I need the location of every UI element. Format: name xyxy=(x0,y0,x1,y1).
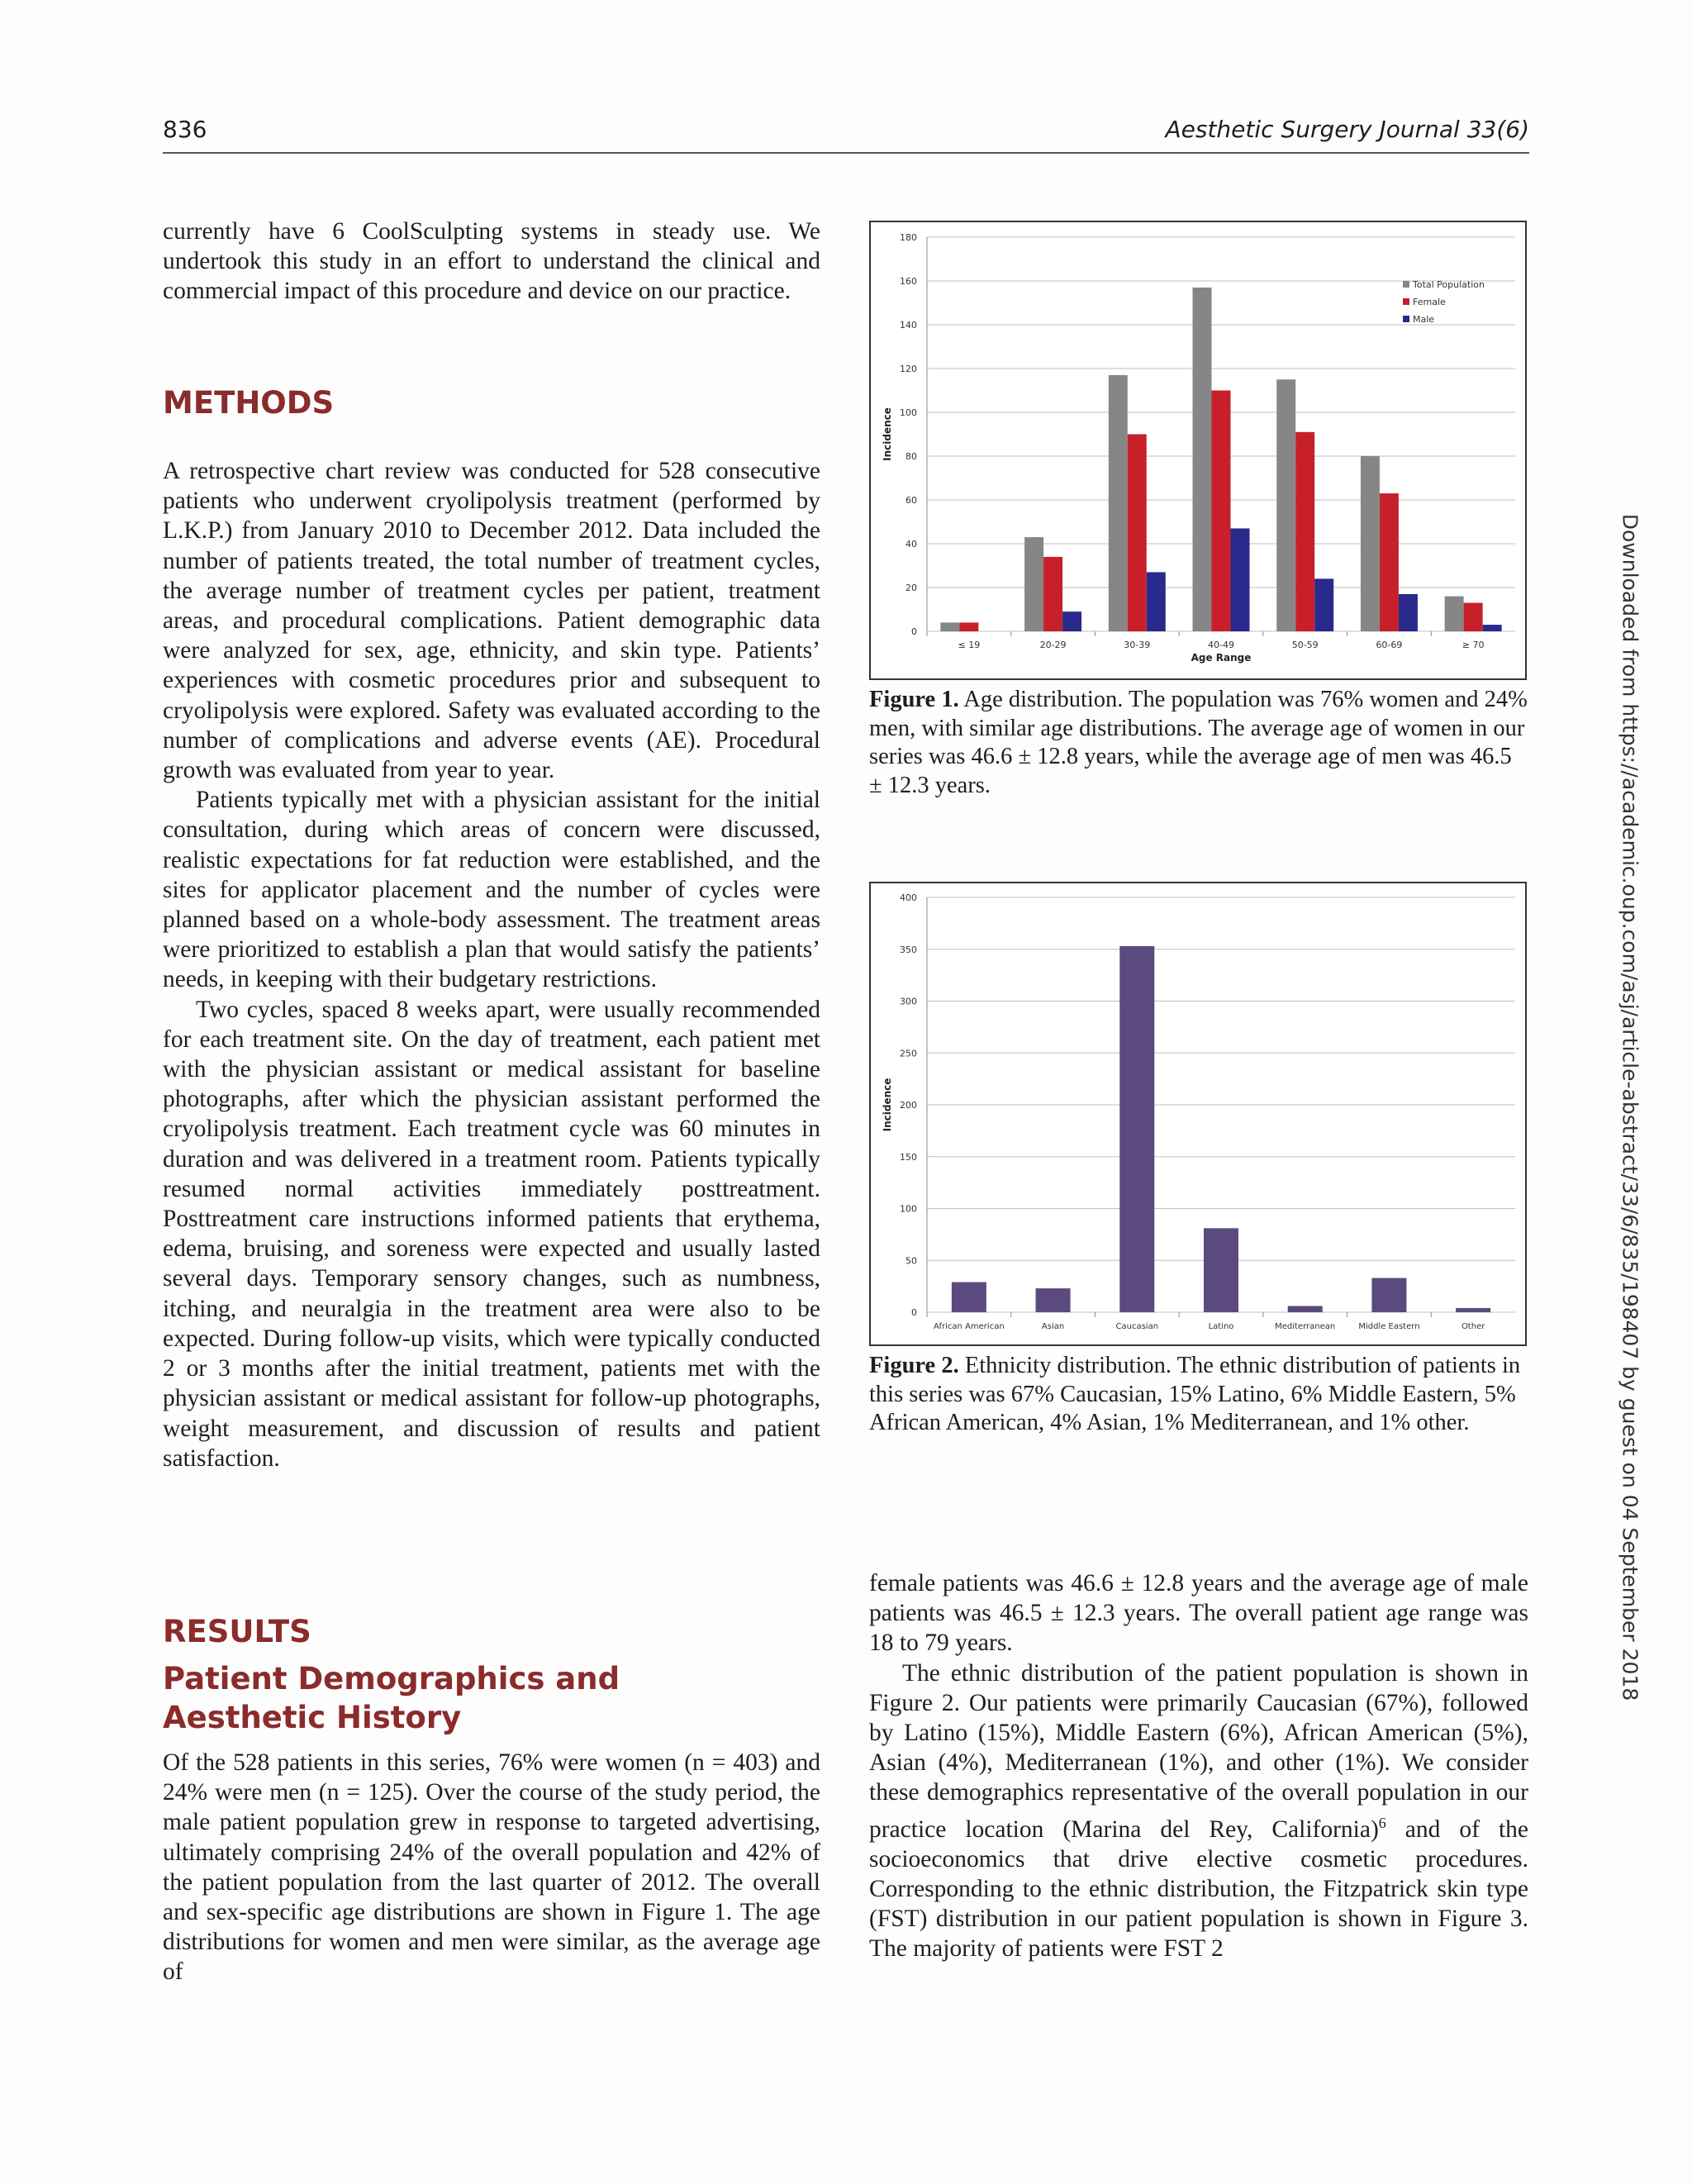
figure-1 xyxy=(869,221,1527,680)
x-tick-label: Asian xyxy=(1041,1322,1065,1331)
y-tick-label: 180 xyxy=(900,232,917,243)
bar xyxy=(1380,493,1399,631)
legend-label: Female xyxy=(1413,297,1446,307)
bar xyxy=(1456,1308,1490,1312)
methods-heading: METHODS xyxy=(163,385,335,421)
legend-swatch xyxy=(1403,298,1409,305)
bar xyxy=(1464,603,1483,631)
y-tick-label: 40 xyxy=(905,539,917,550)
figure-2-label: Figure 2. xyxy=(869,1353,959,1378)
y-tick-label: 100 xyxy=(900,1203,917,1215)
x-tick-label: 50-59 xyxy=(1291,640,1319,650)
figure-2-caption-text: Ethnicity distribution. The ethnic distribution of patients in this series was 67% Caucasian, 15% Latino, 6% Middle Eastern, 5% African American, 4% Asian, 1% Mediterranean, and 1% other. xyxy=(869,1353,1521,1435)
demographics-subheading: Patient Demographics and Aesthetic History xyxy=(163,1661,620,1735)
x-tick-label: Mediterranean xyxy=(1275,1322,1336,1331)
legend-swatch xyxy=(1403,281,1409,288)
right-paragraph-2-part-b: and of the socioeconomics that drive elective cosmetic procedures. Corresponding to the ethnic distribution, the Fitzpatrick skin type (FST) distribution in our patient population is shown in Figure 3. The majority of patients were FST 2 xyxy=(869,1815,1528,1963)
methods-paragraph-3: Two cycles, spaced 8 weeks apart, were usually recommended for each treatment site. On the day of treatment, each patient met with the physician assistant or medical assistant for baseline photographs, after which the physician assistant performed the cryolipolysis treatment. Each treatment cycle was 60 minutes in duration and was delivered in a treatment room. Patients typically resumed normal activities immediately posttreatment. Posttreatment care instructions informed patients that erythema, edema, bruising, and soreness were expected and usually lasted several days. Temporary sensory changes, such as numbness, itching, and neuralgia in the treatment area were also to be expected. During follow-up visits, which were typically conducted 2 or 3 months after the initial treatment, patients met with the physician assistant or medical assistant for follow-up photographs, weight measurement, and discussion of results and patient satisfaction. xyxy=(163,996,820,1472)
bar xyxy=(1193,288,1212,631)
x-tick-label: 40-49 xyxy=(1208,640,1234,650)
figure-1-label: Figure 1. xyxy=(869,687,959,712)
methods-paragraph-1: A retrospective chart review was conducted for 528 consecutive patients who underwent cryolipolysis treatment (performed by L.K.P.) from January 2010 to December 2012. Data included the number of patients treated, the total number of treatment cycles, the average number of treatment cycles per patient, treatment areas, and procedural complications. Patient demographic data were analyzed for sex, age, ethnicity, and skin type. Patients’ experiences with cosmetic procedures prior and subsequent to cryolipolysis were explored. Safety was evaluated according to the number of complications and adverse events (AE). Procedural growth was evaluated from year to year. xyxy=(163,458,820,784)
y-axis-title: Incidence xyxy=(882,407,893,461)
bar xyxy=(1314,578,1333,631)
x-tick-label: Other xyxy=(1461,1322,1485,1331)
right-body xyxy=(869,1568,1528,1963)
y-tick-label: 350 xyxy=(900,944,917,955)
y-tick-label: 50 xyxy=(905,1255,917,1267)
y-axis-title: Incidence xyxy=(882,1078,893,1132)
header-rule xyxy=(163,152,1529,154)
bar xyxy=(952,1282,986,1312)
y-tick-label: 120 xyxy=(900,364,917,374)
results-body xyxy=(163,1748,820,1987)
bar xyxy=(1043,557,1062,631)
x-tick-label: 30-39 xyxy=(1124,640,1151,650)
bar xyxy=(1361,456,1380,631)
intro-text: currently have 6 CoolSculpting systems in steady use. We undertook this study in an effort to understand the clinical and commercial impact of this procedure and device on our practice. xyxy=(163,218,820,305)
figure-1-caption xyxy=(869,686,1530,800)
bar xyxy=(1276,379,1295,631)
x-tick-label: 60-69 xyxy=(1376,640,1403,650)
y-tick-label: 250 xyxy=(900,1048,917,1059)
bar xyxy=(1036,1288,1071,1312)
journal-title: Aesthetic Surgery Journal 33(6) xyxy=(1165,116,1529,143)
legend-swatch xyxy=(1403,316,1409,322)
citation-superscript: 6 xyxy=(1378,1814,1386,1831)
methods-body xyxy=(163,456,820,1473)
y-tick-label: 200 xyxy=(900,1100,917,1111)
y-tick-label: 400 xyxy=(900,892,917,903)
page-number: 836 xyxy=(163,116,207,143)
download-note xyxy=(1614,513,1647,1701)
figure-1-caption-text: Age distribution. The population was 76% women and 24% men, with similar age distributions. The average age of women in our series was 46.6 ± 12.8 years, while the average age of men was 46.5 ± 12.3 years. xyxy=(869,687,1528,798)
x-tick-label: ≥ 70 xyxy=(1461,640,1485,650)
y-tick-label: 80 xyxy=(905,451,917,462)
ethnicity-distribution-chart xyxy=(871,883,1525,1344)
x-tick-label: Latino xyxy=(1208,1322,1234,1331)
bar xyxy=(1024,537,1043,631)
download-note-text: Downloaded from https://academic.oup.com/asj/article-abstract/33/6/835/198407 by guest on 04 September 2018 xyxy=(1618,513,1642,1701)
bar xyxy=(1295,432,1314,631)
x-tick-label: Caucasian xyxy=(1115,1322,1159,1331)
y-tick-label: 300 xyxy=(900,996,917,1007)
figure-2 xyxy=(869,882,1527,1346)
bar xyxy=(1231,528,1250,631)
bar xyxy=(1399,594,1418,631)
legend-label: Total Population xyxy=(1413,279,1485,290)
right-paragraph-2-part-a: The ethnic distribution of the patient population is shown in Figure 2. Our patients were primarily Caucasian (67%), followed by Latino (15%), Middle Eastern (6%), African American (5%), Asian (4%), Mediterranean (1%), and other (1%). We consider these demographics representative of the overall population in our practice location (Marina del Rey, California) xyxy=(869,1659,1528,1843)
x-tick-label: Middle Eastern xyxy=(1358,1322,1420,1331)
intro-paragraph xyxy=(163,216,820,307)
bar xyxy=(1483,625,1502,631)
x-axis-title: Age Range xyxy=(1191,652,1252,664)
x-tick-label: African American xyxy=(934,1322,1005,1331)
results-heading: RESULTS xyxy=(163,1614,311,1649)
legend-label: Male xyxy=(1413,314,1435,325)
bar xyxy=(1128,435,1147,632)
results-paragraph-1: Of the 528 patients in this series, 76% were women (n = 403) and 24% were men (n = 125). Over the course of the study period, the male patient population grew in response to targeted advertising, ultimately comprising 24% of the overall population and 42% of the patient population from the last quarter of 2012. The overall and sex-specific age distributions are shown in Figure 1. The age distributions for women and men were similar, as the average age of xyxy=(163,1749,820,1986)
right-paragraph-2 xyxy=(869,1658,1528,1964)
bar xyxy=(1212,391,1231,632)
bar xyxy=(1119,946,1154,1312)
y-tick-label: 150 xyxy=(900,1151,917,1163)
bar xyxy=(1445,597,1464,631)
bar xyxy=(1109,375,1128,631)
x-tick-label: 20-29 xyxy=(1039,640,1067,650)
bar xyxy=(1062,611,1081,631)
y-tick-label: 60 xyxy=(905,495,917,506)
bar xyxy=(1204,1228,1238,1312)
methods-paragraph-2: Patients typically met with a physician assistant for the initial consultation, during which areas of concern were discussed, realistic expectations for fat reduction were established, and the sites for applicator placement and the number of cycles were planned based on a whole-body assessment. The treatment areas were prioritized to establish a plan that would satisfy the patients’ needs, in keeping with their budgetary restrictions. xyxy=(163,787,820,993)
figure-2-caption xyxy=(869,1352,1530,1438)
x-tick-label: ≤ 19 xyxy=(958,640,981,650)
bar xyxy=(940,622,959,631)
bar xyxy=(1147,572,1166,631)
bar xyxy=(959,622,978,631)
y-tick-label: 140 xyxy=(900,320,917,331)
right-paragraph-1: female patients was 46.6 ± 12.8 years and the average age of male patients was 46.5 ± 12.3 years. The overall patient age range was 18 to 79 years. xyxy=(869,1570,1528,1657)
y-tick-label: 160 xyxy=(900,276,917,287)
y-tick-label: 0 xyxy=(911,1307,917,1318)
age-distribution-chart xyxy=(871,222,1525,678)
y-tick-label: 20 xyxy=(905,583,917,593)
y-tick-label: 0 xyxy=(911,626,917,637)
y-tick-label: 100 xyxy=(900,407,917,418)
bar xyxy=(1371,1278,1406,1312)
bar xyxy=(1288,1306,1323,1312)
